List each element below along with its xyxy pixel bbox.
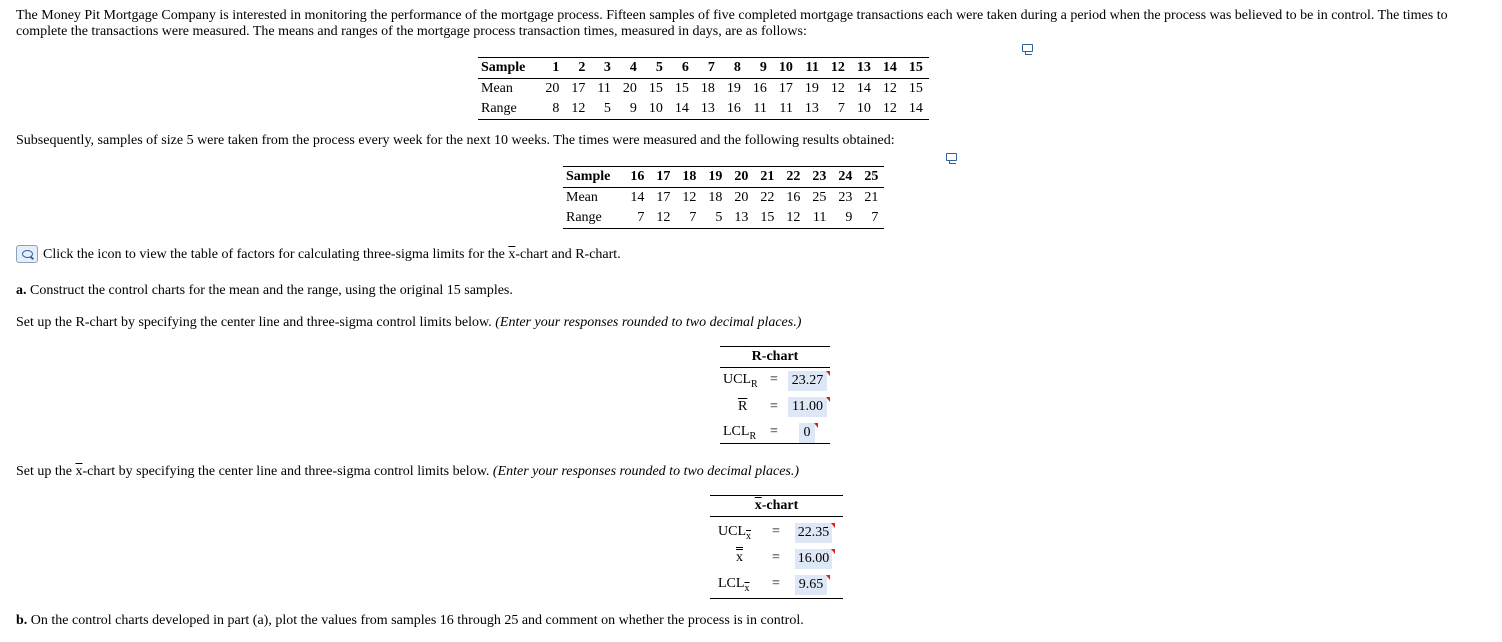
table-cell: 14 [630,190,645,205]
subsequent-samples-table [563,166,884,229]
part-b-text: b. On the control charts developed in part (a), plot the values from samples 16 through 25 and comment on whether the process is in control. [16,613,804,628]
table-row-mean [478,79,929,100]
subsequent-text: Subsequently, samples of size 5 were taken from the process every week for the next 10 weeks. The times were measured and the following results obtained: [16,133,895,148]
table-cell: 12 [830,81,845,96]
equals-sign: = [770,399,778,414]
row-header-cell: Mean [481,81,513,96]
table-cell: 11 [597,81,611,96]
factors-link-text[interactable]: Click the icon to view the table of factors for calculating three-sigma limits for the $\overline{x}$-chart and R-chart. [43,247,621,262]
table-cell: 18 [700,81,715,96]
table-cell: 13 [695,99,721,120]
ucl-r-label: $UCL_R$ [723,372,758,390]
rchart-title: R-chart [720,347,830,368]
equals-sign: = [772,550,780,565]
table-cell: 20 [545,81,560,96]
table-cell: 8 [721,58,747,79]
table-cell: 1 [539,58,565,79]
table-header-row [563,167,884,188]
r-bar-input[interactable]: 11.00 [788,397,827,417]
xchart-limits [710,495,843,599]
table-cell: 10 [643,99,669,120]
table-cell: 4 [617,58,643,79]
table-cell: 14 [903,99,929,120]
table-cell: 25 [858,167,884,188]
rchart-limits [720,346,830,444]
equals-sign: = [772,524,780,539]
table-cell: 7 [695,58,721,79]
table-cell: 21 [754,167,780,188]
table-cell: 2 [565,58,591,79]
r-bar-label: $\overline{R}$ [738,399,748,414]
table-cell: 11 [806,208,832,229]
table-header-row [478,58,929,79]
table-cell: 15 [908,81,923,96]
part-a-text: a. Construct the control charts for the mean and the range, using the original 15 samples. [16,283,513,298]
table-cell: 16 [786,190,801,205]
table-cell: 15 [903,58,929,79]
table-cell: 20 [622,81,637,96]
table-cell: 13 [799,99,825,120]
table-cell: 3 [591,58,616,79]
lcl-x-label: $LCL_{\overline{x}}$ [718,576,750,594]
table-cell: 11 [747,99,773,120]
table-cell: 22 [760,190,775,205]
table-cell: 7 [825,99,851,120]
row-header-cell: Sample [478,58,539,79]
copy-table-icon[interactable] [946,153,957,161]
lcl-x-input[interactable]: 9.65 [795,575,827,595]
table-cell: 14 [877,58,903,79]
ucl-x-input[interactable]: 22.35 [795,523,832,543]
table-row-range [563,208,884,229]
row-header-cell: Sample [563,167,624,188]
table-cell: 5 [591,99,616,120]
lcl-r-label: $LCL_R$ [723,424,757,442]
table-cell: 12 [650,208,676,229]
table-cell: 7 [676,208,702,229]
equals-sign: = [770,424,778,439]
table-cell: 25 [812,190,827,205]
table-cell: 13 [851,58,877,79]
table-cell: 16 [624,167,650,188]
table-cell: 16 [752,81,767,96]
row-header-cell: Range [478,99,539,120]
equals-sign: = [772,576,780,591]
table-cell: 14 [669,99,695,120]
table-cell: 8 [539,99,565,120]
table-cell: 12 [565,99,591,120]
table-cell: 16 [721,99,747,120]
table-row-range [478,99,929,120]
table-cell: 18 [708,190,723,205]
table-cell: 12 [825,58,851,79]
part-b-label: b. [16,613,28,628]
table-cell: 10 [851,99,877,120]
table-cell: 20 [734,190,749,205]
table-cell: 18 [676,167,702,188]
table-cell: 11 [773,99,799,120]
table-cell: 9 [617,99,643,120]
table-cell: 21 [864,190,879,205]
table-cell: 19 [726,81,741,96]
table-cell: 12 [682,190,697,205]
table-cell: 24 [832,167,858,188]
row-header-cell: Range [563,208,624,229]
table-cell: 17 [650,167,676,188]
table-cell: 23 [838,190,853,205]
table-cell: 19 [702,167,728,188]
part-a-label: a. [16,283,27,298]
table-cell: 17 [571,81,586,96]
table-cell: 23 [806,167,832,188]
table-cell: 14 [856,81,871,96]
table-cell: 17 [656,190,671,205]
table-cell: 9 [747,58,773,79]
table-cell: 17 [778,81,793,96]
table-cell: 15 [754,208,780,229]
rchart-instructions: Set up the R-chart by specifying the center line and three-sigma control limits below. (Enter your responses rounded to two decimal places.) [16,315,802,330]
table-cell: 12 [780,208,806,229]
table-cell: 7 [624,208,650,229]
table-row-mean [563,188,884,209]
xchart-title: $\overline{x}$-chart [710,496,843,517]
table-cell: 13 [728,208,754,229]
x-double-bar-input[interactable]: 16.00 [795,549,832,569]
table-cell: 19 [804,81,819,96]
table-cell: 9 [832,208,858,229]
xchart-instructions: Set up the $\overline{x}$-chart by specifying the center line and three-sigma control limits below. (Enter your responses rounded to two decimal places.) [16,464,800,479]
equals-sign: = [770,372,778,387]
copy-table-icon[interactable] [1022,44,1033,52]
table-cell: 12 [877,99,903,120]
table-cell: 22 [780,167,806,188]
table-cell: 15 [648,81,663,96]
table-cell: 10 [773,58,799,79]
ucl-r-input[interactable]: 23.27 [788,371,827,391]
table-cell: 7 [858,208,884,229]
ucl-x-label: $UCL_{\overline{x}}$ [718,524,751,542]
table-cell: 20 [728,167,754,188]
table-cell: 6 [669,58,695,79]
x-double-bar-label: x [736,550,743,565]
factors-table-icon[interactable] [16,245,38,263]
x-bar-symbol: $\overline{x}$ [508,247,516,262]
table-cell: 5 [643,58,669,79]
row-header-cell: Mean [566,190,598,205]
table-cell: 15 [674,81,689,96]
table-cell: 11 [799,58,825,79]
lcl-r-input[interactable]: 0 [799,423,815,443]
table-cell: 5 [702,208,728,229]
problem-intro: The Money Pit Mortgage Company is interested in monitoring the performance of the mortgage process. Fifteen samples of five completed mortgage transactions each were taken during a period when the process was believed to be in control. The times to complete the transactions were measured. The means and ranges of the mortgage process transaction times, measured in days, are as follows: [16,8,1448,39]
original-samples-table [478,57,929,120]
table-cell: 12 [882,81,897,96]
